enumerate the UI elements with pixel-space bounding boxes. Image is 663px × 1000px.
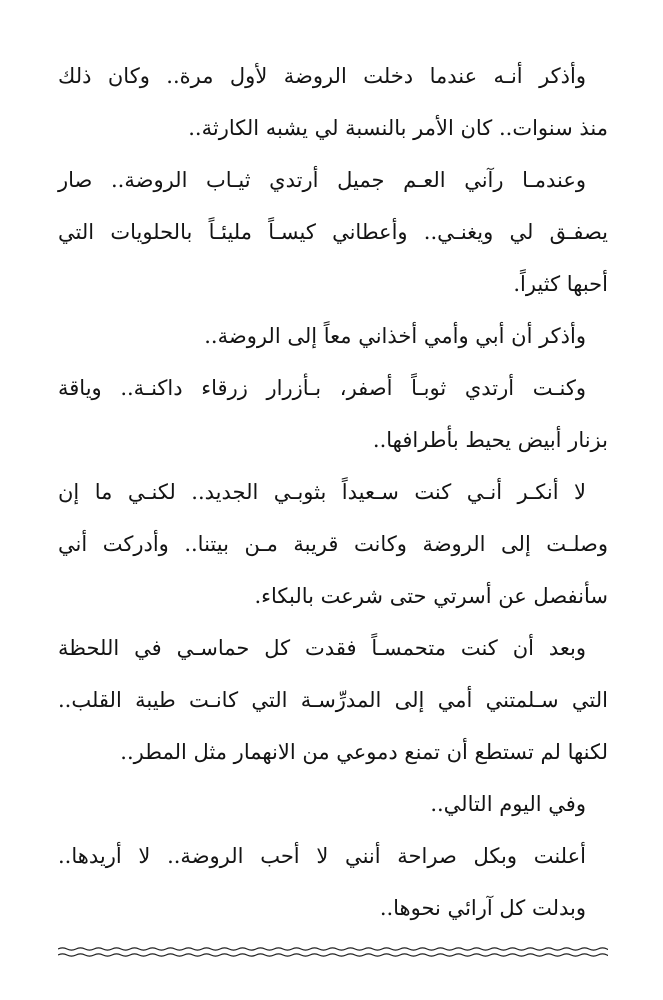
- text-line: سأنفصل عن أسرتي حتى شرعت بالبكاء.: [254, 584, 608, 608]
- text-line: وصلـت إلى الروضة وكانت قريبة مـن بيتنا.. وأدركت أني: [58, 532, 608, 556]
- text-line: وأذكر أن أبي وأمي أخذاني معاً إلى الروضة..: [204, 324, 586, 348]
- wavy-line-top: [58, 948, 608, 950]
- paragraph: [58, 362, 608, 466]
- wavy-line-bottom: [58, 954, 608, 956]
- text-line: بزنار أبيض يحيط بأطرافها..: [372, 428, 608, 452]
- paragraph: [58, 466, 608, 622]
- paragraph: [58, 830, 608, 934]
- text-line: وبدلت كل آرائي نحوها..: [379, 896, 586, 920]
- text-line: وعندمـا رآني العـم جميل أرتدي ثيـاب الروضة.. صار: [58, 168, 586, 192]
- text-line: التي سـلمتني أمي إلى المدرِّسـة التي كانـت طيبة القلب..: [58, 688, 608, 712]
- text-line: وأذكر أنـه عندما دخلت الروضة لأول مرة.. وكان ذلك: [58, 64, 586, 88]
- text-line: وفي اليوم التالي..: [430, 792, 586, 816]
- wavy-divider: [58, 944, 608, 960]
- paragraph: [58, 154, 608, 310]
- text-line: وبعد أن كنت متحمسـاً فقدت كل حماسـي في اللحظة: [58, 636, 586, 660]
- paragraph: [58, 778, 608, 830]
- text-line: لكنها لم تستطع أن تمنع دموعي من الانهمار مثل المطر..: [120, 740, 608, 764]
- text-line: أعلنت وبكل صراحة أنني لا أحب الروضة.. لا أريدها..: [58, 844, 586, 868]
- paragraph: [58, 50, 608, 154]
- text-line: منذ سنوات.. كان الأمر بالنسبة لي يشبه الكارثة..: [188, 116, 608, 140]
- text-line: يصفـق لي ويغنـي.. وأعطاني كيسـاً مليئـاً بالحلويات التي: [58, 220, 608, 244]
- paragraph: [58, 622, 608, 778]
- paragraph: [58, 310, 608, 362]
- story-text: [58, 50, 608, 934]
- text-line: أحبها كثيراً.: [513, 272, 608, 296]
- text-line: لا أنكـر أنـي كنت سـعيداً بثوبـي الجديد.. لكنـي ما إن: [58, 480, 586, 504]
- text-line: وكنـت أرتدي ثوبـاً أصفر، بـأزرار زرقاء داكنـة.. وياقة: [58, 376, 586, 400]
